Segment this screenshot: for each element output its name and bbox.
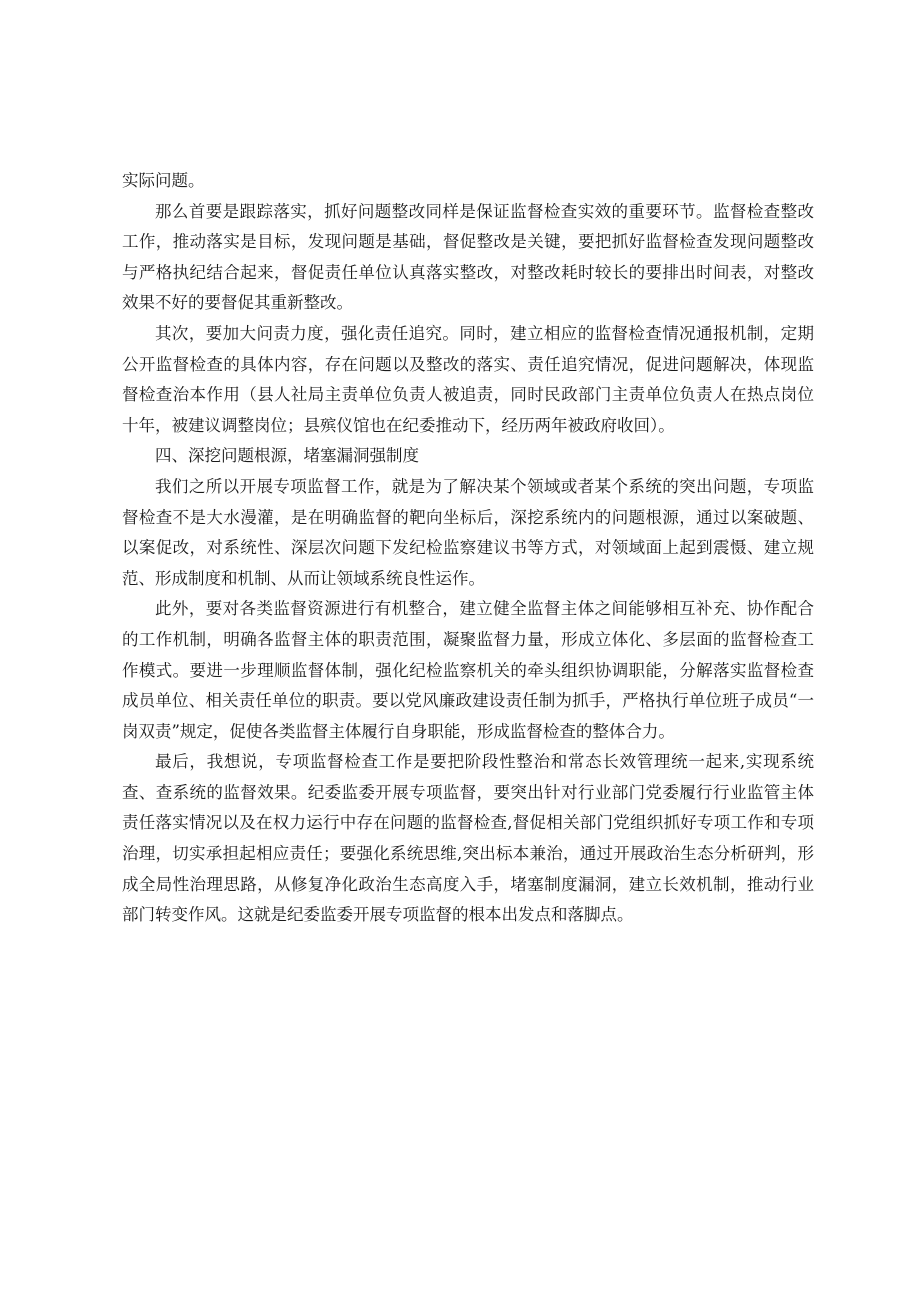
section-heading-4: 四、深挖问题根源，堵塞漏洞强制度 [155,446,419,466]
paragraph-conclusion: 最后，我想说，专项监督检查工作是要把阶段性整治和常态长效管理统一起来,实现系统查、查系统的监督效果。纪委监委开展专项监督，要突出针对行业部门党委履行行业监管主体责任落实情况以及在权力运行中存在问题的监督检查,督促相关部门党组织抓好专项工作和专项治理，切实承担起相应责任；要强化系统思维,突出标本兼治，通过开展政治生态分析研判，形成全局性治理思路，从修复净化政治生态高度入手，堵塞制度漏洞，建立长效机制，推动行业部门转变作风。这就是纪委监委开展专项监督的根本出发点和落脚点。 [122,752,814,925]
paragraph-accountability: 其次，要加大问责力度，强化责任追究。同时，建立相应的监督检查情况通报机制，定期公开监督检查的具体内容，存在问题以及整改的落实、责任追究情况，促进问题解决，体现监督检查治本作用（县人社局主责单位负责人被追责，同时民政部门主责单位负责人在热点岗位十年，被建议调整岗位；县殡仪馆也在纪委推动下，经历两年被政府收回）。 [122,323,814,435]
paragraph-continuation: 实际问题。 [122,171,205,190]
document-body [122,166,814,931]
paragraph-resource-integration: 此外，要对各类监督资源进行有机整合，建立健全监督主体之间能够相互补充、协作配合的工作机制，明确各监督主体的职责范围，凝聚监督力量，形成立体化、多层面的监督检查工作模式。要进一步理顺监督体制，强化纪检监察机关的牵头组织协调职能，分解落实监督检查成员单位、相关责任单位的职责。要以党风廉政建设责任制为抓手，严格执行单位班子成员“一岗双责”规定，促使各类监督主体履行自身职能，形成监督检查的整体合力。 [122,599,814,741]
paragraph-special-supervision: 我们之所以开展专项监督工作，就是为了解决某个领域或者某个系统的突出问题，专项监督检查不是大水漫灌，是在明确监督的靶向坐标后，深挖系统内的问题根源，通过以案破题、以案促改，对系统性、深层次问题下发纪检监察建议书等方式，对领域面上起到震慑、建立规范、形成制度和机制、从而让领域系统良性运作。 [122,476,814,588]
paragraph-follow-up: 那么首要是跟踪落实，抓好问题整改同样是保证监督检查实效的重要环节。监督检查整改工作，推动落实是目标，发现问题是基础，督促整改是关键，要把抓好监督检查发现问题整改与严格执纪结合起来，督促责任单位认真落实整改，对整改耗时较长的要排出时间表，对整改效果不好的要督促其重新整改。 [122,201,814,313]
